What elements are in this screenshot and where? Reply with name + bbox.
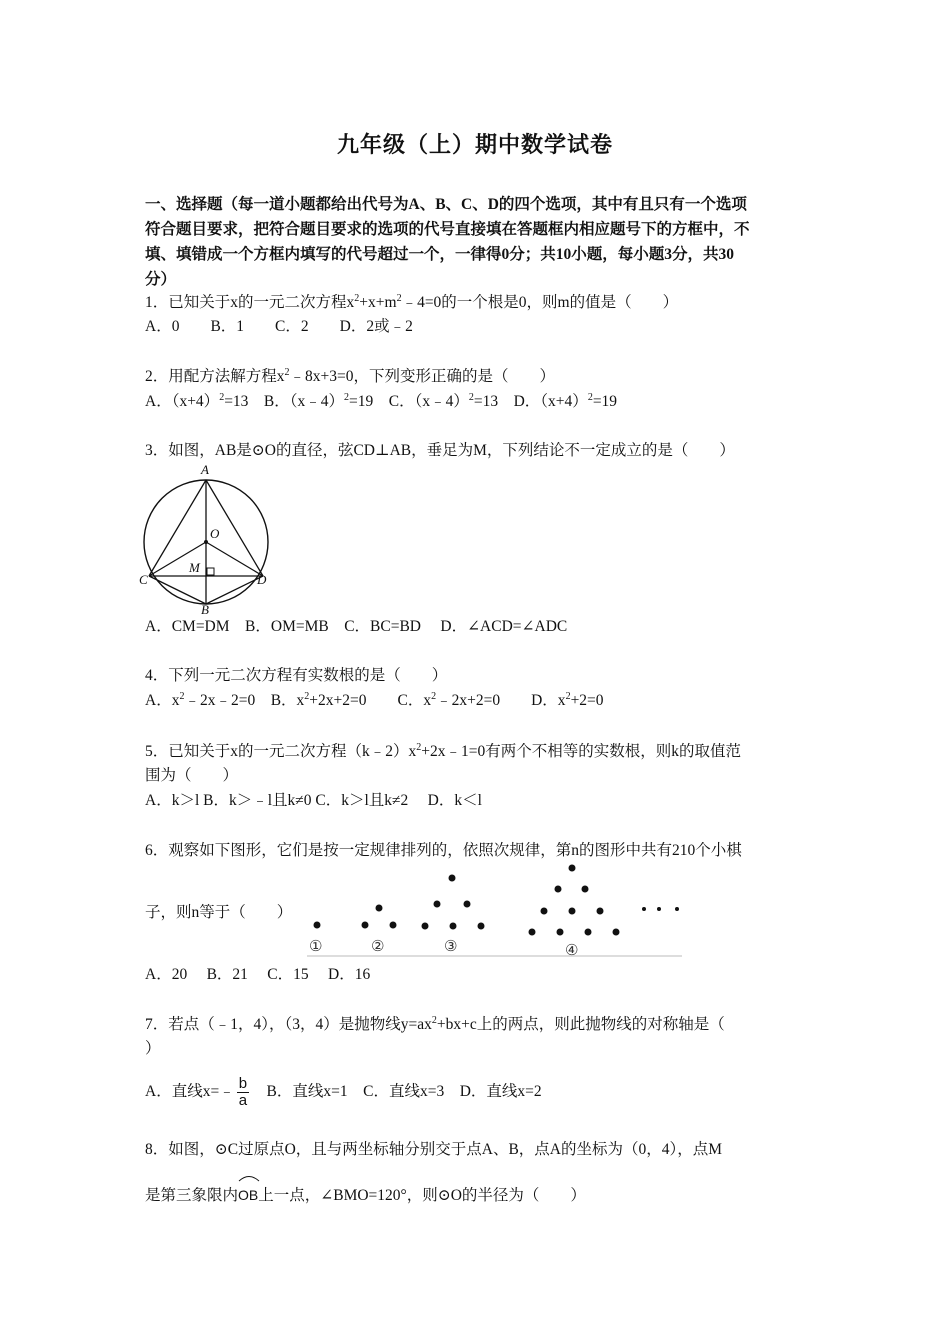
chess-piece (422, 923, 429, 930)
question-5-stem-cont: 围为（ ） (145, 767, 239, 784)
ellipsis-dot (642, 907, 646, 911)
question-6-stem: 6．观察如下图形，它们是按一定规律排列的，依照次规律，第n的图形中共有210个小棋 (145, 842, 742, 859)
center-point (204, 540, 208, 544)
chess-piece (478, 923, 485, 930)
chess-piece (390, 922, 397, 929)
chess-piece (569, 865, 576, 872)
chess-piece (464, 901, 471, 908)
pattern-label-4: ④ (565, 941, 579, 958)
question-7-stem: 7．若点（﹣1，4），（3，4）是抛物线$y=ax^2+bx+c$上的两点，则此抛物线的对称轴是（ (145, 1015, 725, 1033)
label-d: D (257, 572, 267, 587)
question-7-options: A．直线x=﹣ $\frac{b}{a}$ B．直线x=1 C．直线x=3 D．直线x=2 (145, 1075, 542, 1109)
ellipsis-dot (657, 907, 661, 911)
circle-geometry-figure (138, 462, 273, 614)
question-7-stem-cont: ） (145, 1040, 161, 1057)
arc-symbol-icon (238, 1174, 260, 1182)
question-1-stem: 1．已知关于x的一元二次方程$x^2+x+m^2﹣4=0$的一个根是0，则m的值是（ ） (145, 293, 679, 311)
right-angle-mark (207, 568, 214, 575)
question-5-stem: 5．已知关于x的一元二次方程$(k﹣2)x^2+2x﹣1=0$有两个不相等的实数根，则k的取值范 (145, 742, 741, 760)
segment-db (206, 576, 263, 604)
chess-piece (582, 886, 589, 893)
arc-ob: OB (238, 1176, 258, 1206)
chess-piece (450, 923, 457, 930)
pattern-label-1: ① (309, 937, 323, 955)
chess-piece (585, 929, 592, 936)
question-6-options: A．20 B．21 C．15 D．16 (145, 966, 371, 983)
chess-pattern-figure (307, 862, 682, 958)
chess-piece (557, 929, 564, 936)
label-a: A (201, 462, 209, 477)
chess-piece (529, 929, 536, 936)
question-5-options: A．k＞l B．k＞﹣l且k≠0 C．k＞l且k≠2 D．k＜l (145, 792, 482, 809)
question-3-options: A．CM=DM B．OM=MB C．BC=BD D．∠ACD=∠ADC (145, 618, 568, 635)
chess-piece (362, 922, 369, 929)
section-instruction-line1: 一、选择题（每一道小题都给出代号为A、B、C、D的四个选项，其中有且只有一个选项 (145, 196, 747, 213)
pattern-label-3: ③ (444, 937, 458, 955)
question-3-stem: 3．如图，AB是⊙O的直径，弦CD⊥AB，垂足为M，下列结论不一定成立的是（ ） (145, 442, 735, 459)
chess-piece (613, 929, 620, 936)
section-instruction-line4: 分） (145, 271, 177, 288)
section-instruction-line2: 符合题目要求，把符合题目要求的选项的代号直接填在答题框内相应题号下的方框中，不 (145, 221, 750, 238)
segment-do (206, 542, 263, 576)
chess-piece (449, 875, 456, 882)
question-4-stem: 4．下列一元二次方程有实数根的是（ ） (145, 667, 448, 684)
pattern-label-2: ② (371, 937, 385, 955)
label-b: B (201, 602, 209, 614)
ellipsis-dot (675, 907, 679, 911)
question-8-stem: 8．如图，⊙C过原点O，且与两坐标轴分别交于点A、B，点A的坐标为（0，4），点M (145, 1141, 723, 1158)
fraction-b-over-a: $\frac{b}{a}$ (238, 1075, 248, 1109)
question-8-stem-cont: 是第三象限内 OB上一点，∠BMO=120°，则⊙O的半径为（ ） (145, 1176, 586, 1207)
question-4-options: A．$x^2﹣2x﹣2=0$ B．$x^2+2x+2=0$ C．$x^2﹣2x+2=0$ D．$x^2+2=0$ (145, 691, 604, 709)
question-6-stem-cont: 子，则n等于（ ） (145, 904, 293, 921)
chess-piece (569, 908, 576, 915)
chess-piece (314, 922, 321, 929)
chess-piece (541, 908, 548, 915)
page-title: 九年级（上）期中数学试卷 (336, 132, 613, 157)
label-o: O (210, 526, 220, 541)
section-instruction-line3: 填、填错成一个方框内填写的代号超过一个，一律得0分；共10小题，每小题3分，共30 (145, 246, 735, 263)
label-m: M (189, 560, 200, 575)
question-1-options: A．0 B．1 C．2 D．2或﹣2 (145, 318, 413, 335)
question-2-stem: 2．用配方法解方程$x^2﹣8x+3=0$，下列变形正确的是（ ） (145, 367, 555, 385)
segment-cb (149, 576, 206, 604)
question-2-options: A．$(x+4)^2=13$ B．（x﹣4）$^2$=19 C．（x﹣4）$^2$=13 D．$(x+4)^2=19$ (145, 392, 618, 410)
chess-piece (555, 886, 562, 893)
chess-piece (434, 901, 441, 908)
label-c: C (139, 572, 148, 587)
chess-piece (376, 905, 383, 912)
chess-piece (597, 908, 604, 915)
